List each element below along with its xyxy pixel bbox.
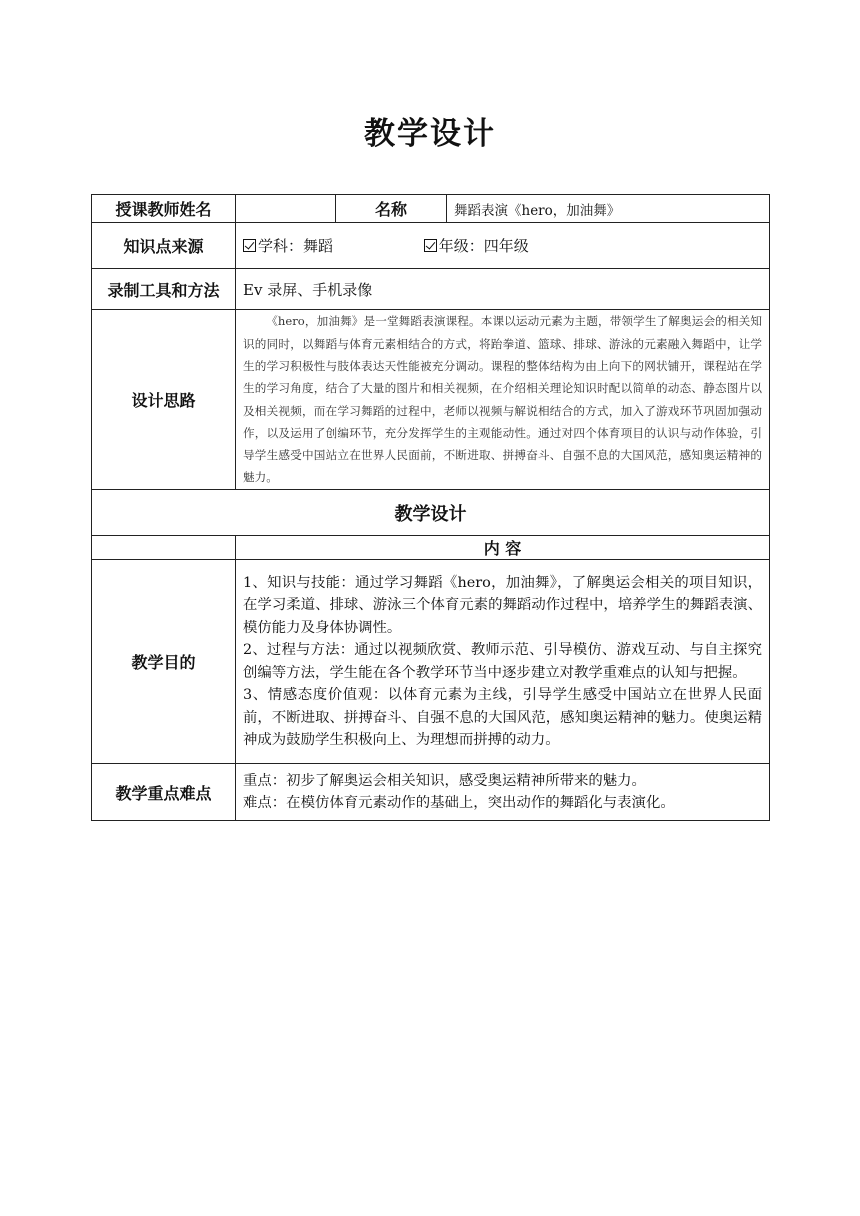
name-value: 舞蹈表演《hero，加油舞》 — [447, 195, 770, 223]
keypoints-label: 教学重点难点 — [92, 764, 236, 821]
keypoints-cell — [236, 764, 770, 821]
objective-item: 3、情感态度价值观：以体育元素为主线，引导学生感受中国站立在世界人民面前，不断进取、拼搏奋斗、自强不息的大国风范，感知奥运精神的魅力。使奥运精神成为鼓励学生积极向上、为理想而拼搏的动力。 — [243, 687, 762, 748]
grade-text: 年级：四年级 — [438, 237, 529, 255]
design-row — [92, 310, 770, 490]
tools-value: Ev 录屏、手机录像 — [236, 269, 770, 310]
lesson-design-table — [91, 194, 770, 821]
section-heading: 教学设计 — [92, 490, 770, 536]
objective-item: 1、知识与技能：通过学习舞蹈《hero，加油舞》，了解奥运会相关的项目知识，在学习柔道、排球、游泳三个体育元素的舞蹈动作过程中，培养学生的舞蹈表演、模仿能力及身体协调性。 — [243, 574, 762, 636]
objectives-label: 教学目的 — [92, 560, 236, 764]
checked-box-icon — [243, 239, 256, 252]
grade-checkbox-item — [424, 235, 529, 256]
section-heading-row — [92, 490, 770, 536]
teacher-row — [92, 195, 770, 223]
subject-text: 学科：舞蹈 — [258, 237, 334, 255]
content-header: 内 容 — [236, 536, 770, 560]
keypoints-row — [92, 764, 770, 821]
name-label: 名称 — [336, 195, 447, 223]
difficult-point: 难点：在模仿体育元素动作的基础上，突出动作的舞蹈化与表演化。 — [243, 795, 675, 811]
content-header-row — [92, 536, 770, 560]
objective-item: 2、过程与方法：通过以视频欣赏、教师示范、引导模仿、游戏互动、与自主探究创编等方法，学生能在各个教学环节当中逐步建立对教学重难点的认知与把握。 — [243, 642, 762, 681]
objectives-cell — [236, 560, 770, 764]
teacher-value[interactable] — [236, 195, 336, 223]
subject-checkbox-item — [243, 235, 419, 256]
content-header-blank — [92, 536, 236, 560]
source-row — [92, 223, 770, 269]
design-paragraph: 《hero，加油舞》是一堂舞蹈表演课程。本课以运动元素为主题，带领学生了解奥运会的相关知识的同时，以舞蹈与体育元素相结合的方式，将跆拳道、篮球、排球、游泳的元素融入舞蹈中，让学生的学习积极性与肢体表达天性能被充分调动。课程的整体结构为由上向下的网状铺开，课程站在学生的学习角度，结合了大量的图片和相关视频，在介绍相关理论知识时配以简单的动态、静态图片以及相关视频，而在学习舞蹈的过程中，老师以视频与解说相结合的方式，加入了游戏环节巩固加强动作，以及运用了创编环节，充分发挥学生的主观能动性。通过对四个体育项目的认识与动作体验，引导学生感受中国站立在世界人民面前，不断进取、拼搏奋斗、自强不息的大国风范，感知奥运精神的魅力。 — [243, 314, 762, 485]
source-value — [236, 223, 770, 269]
checked-box-icon — [424, 239, 437, 252]
teacher-label: 授课教师姓名 — [92, 195, 236, 223]
design-text — [236, 310, 770, 490]
design-label: 设计思路 — [92, 310, 236, 490]
page-title: 教学设计 — [364, 116, 496, 152]
key-point: 重点：初步了解奥运会相关知识，感受奥运精神所带来的魅力。 — [243, 772, 646, 789]
source-label: 知识点来源 — [92, 223, 236, 269]
objectives-row — [92, 560, 770, 764]
tools-row — [92, 269, 770, 310]
tools-label: 录制工具和方法 — [92, 269, 236, 310]
